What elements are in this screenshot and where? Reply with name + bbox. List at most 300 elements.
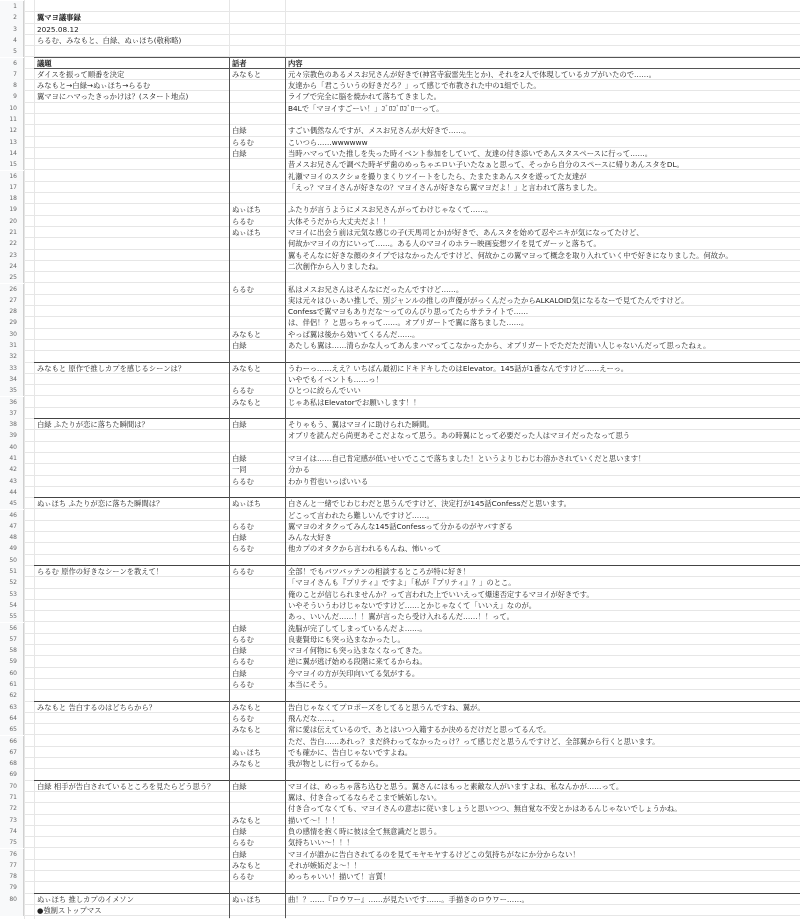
- content-cell[interactable]: 逆に翼が逃げ始める段階に来てるからね。: [288, 657, 427, 667]
- row-number[interactable]: 79: [0, 882, 24, 893]
- row-number[interactable]: 64: [0, 713, 24, 724]
- topic-cell[interactable]: [34, 171, 37, 182]
- table-row[interactable]: [0, 193, 800, 204]
- topic-cell[interactable]: [34, 159, 37, 170]
- row-number[interactable]: 17: [0, 182, 24, 193]
- content-cell[interactable]: どこって言われたら難しいんですけど……。: [288, 510, 434, 520]
- row-number[interactable]: 41: [0, 453, 24, 464]
- content-cell[interactable]: 気持ちいい〜！！！: [288, 838, 354, 848]
- content-cell[interactable]: じゃあ私はElevatorでお願いします！！: [288, 397, 421, 407]
- speaker-cell[interactable]: らるむ: [232, 872, 254, 882]
- speaker-cell[interactable]: らるむ: [232, 838, 254, 848]
- content-cell[interactable]: それが嫉妬だよ〜！！: [288, 860, 361, 870]
- content-cell[interactable]: 本当にそう。: [288, 680, 332, 689]
- topic-cell[interactable]: らるむ 原作の好きなシーンを教えて！: [37, 567, 164, 576]
- topic-cell[interactable]: [34, 634, 37, 645]
- row-number[interactable]: 31: [0, 340, 24, 351]
- topic-cell[interactable]: 翼マヨ議事録: [37, 13, 81, 23]
- content-cell[interactable]: ライブで完全に脳を焼かれて落ちてきました。: [288, 92, 441, 102]
- speaker-cell[interactable]: 白緑: [232, 420, 247, 430]
- row-number[interactable]: 69: [0, 769, 24, 780]
- row-number[interactable]: 53: [0, 589, 24, 600]
- speaker-cell[interactable]: 白緑: [232, 623, 247, 633]
- topic-cell[interactable]: 翼マヨにハマったきっかけは？(スタート地点): [37, 92, 189, 102]
- speaker-cell[interactable]: みなもと: [232, 363, 262, 373]
- content-cell[interactable]: 洗脳が完了してしまっているんだよ……。: [288, 623, 427, 633]
- table-row[interactable]: [0, 736, 800, 747]
- row-number[interactable]: 45: [0, 498, 24, 509]
- table-row[interactable]: [0, 306, 800, 317]
- topic-cell[interactable]: [34, 600, 37, 611]
- content-cell[interactable]: 付き合ってなくても、マヨイさんの意志に従いましょうと思いつつ、無自覚な不安とかはあるんじゃないでしょうかね。: [288, 804, 682, 814]
- content-cell[interactable]: [285, 12, 288, 23]
- content-cell[interactable]: 常に愛は伝えているので、あとはいつ入籍するか決めるだけだと思ってるんで。: [288, 725, 551, 735]
- row-number[interactable]: 12: [0, 125, 24, 136]
- content-cell[interactable]: あたしも翼は……清らかな人ってあんまハマってこなかったから、オブリガートでただただ清い人じゃないんだって思ったねぇ。: [288, 341, 711, 350]
- speaker-cell[interactable]: みなもと: [232, 329, 262, 339]
- topic-cell[interactable]: [34, 238, 37, 249]
- topic-cell[interactable]: [34, 815, 37, 826]
- speaker-cell[interactable]: らるむ: [232, 634, 254, 644]
- topic-cell[interactable]: [34, 668, 37, 679]
- topic-cell[interactable]: [34, 792, 37, 803]
- table-row[interactable]: [0, 498, 800, 509]
- table-row[interactable]: [0, 374, 800, 385]
- table-row[interactable]: [0, 329, 800, 340]
- content-cell[interactable]: ただ、告白……あれっ？まだ終わってなかったっけ？って感じだと思うんですけど、全部翼から行くと思います。: [288, 736, 660, 746]
- topic-cell[interactable]: 白緑 ふたりが恋に落ちた瞬間は？: [37, 420, 149, 430]
- topic-cell[interactable]: [34, 476, 37, 487]
- speaker-cell[interactable]: みなもと: [232, 860, 262, 870]
- table-row[interactable]: [0, 261, 800, 272]
- content-cell[interactable]: [285, 35, 288, 46]
- table-row[interactable]: [0, 476, 800, 487]
- topic-cell[interactable]: [34, 837, 37, 848]
- speaker-cell[interactable]: らるむ: [232, 680, 254, 689]
- speaker-cell[interactable]: ぬぃほち: [232, 205, 262, 215]
- row-number[interactable]: 52: [0, 577, 24, 588]
- row-number[interactable]: 27: [0, 295, 24, 306]
- topic-cell[interactable]: [34, 724, 37, 735]
- topic-cell[interactable]: [34, 114, 37, 125]
- row-number[interactable]: 77: [0, 860, 24, 871]
- topic-cell[interactable]: らるむ、みなもと、白緑、ぬぃほち(敬称略): [37, 35, 182, 45]
- row-number[interactable]: 67: [0, 747, 24, 758]
- topic-cell[interactable]: [34, 295, 37, 306]
- row-number[interactable]: 48: [0, 532, 24, 543]
- row-number[interactable]: 42: [0, 464, 24, 475]
- speaker-cell[interactable]: 白緑: [232, 781, 247, 791]
- row-number[interactable]: 71: [0, 792, 24, 803]
- topic-cell[interactable]: [34, 736, 37, 747]
- table-row[interactable]: [0, 114, 800, 125]
- topic-cell[interactable]: [34, 679, 37, 690]
- topic-cell[interactable]: [34, 250, 37, 261]
- content-cell[interactable]: ふたりが言うようにメスお兄さんがってわけじゃなくて……。: [288, 205, 493, 215]
- topic-cell[interactable]: [34, 543, 37, 554]
- topic-cell[interactable]: [34, 103, 37, 114]
- topic-cell[interactable]: [34, 453, 37, 464]
- row-number[interactable]: 55: [0, 611, 24, 622]
- row-number[interactable]: 2: [0, 12, 24, 23]
- table-row[interactable]: [0, 713, 800, 724]
- topic-cell[interactable]: [34, 430, 37, 441]
- speaker-cell[interactable]: らるむ: [232, 521, 254, 531]
- table-row[interactable]: [0, 272, 800, 283]
- row-number[interactable]: 76: [0, 849, 24, 860]
- table-row[interactable]: [0, 611, 800, 622]
- row-number[interactable]: 28: [0, 306, 24, 317]
- topic-cell[interactable]: [34, 284, 37, 295]
- content-cell[interactable]: 翼もそんなに好きな顔のタイプではなかったんですけど、何故かこの翼マヨって概念を取り入れていく中で好きになりました。何故か。: [288, 250, 733, 260]
- table-row[interactable]: [0, 623, 800, 634]
- content-cell[interactable]: 内容: [288, 58, 303, 68]
- table-row[interactable]: [0, 634, 800, 645]
- content-cell[interactable]: いやでもイベントも……っ！: [288, 374, 383, 384]
- topic-cell[interactable]: [34, 826, 37, 837]
- speaker-cell[interactable]: ぬぃほち: [232, 747, 262, 757]
- content-cell[interactable]: 何故かマヨイの方にいって……。ある人のマヨイのホラー映画妄想ツイを見てガーッと落ちて。: [288, 239, 601, 249]
- row-number[interactable]: 54: [0, 600, 24, 611]
- speaker-cell[interactable]: 白緑: [232, 126, 247, 136]
- row-number[interactable]: 11: [0, 114, 24, 125]
- row-number[interactable]: 8: [0, 80, 24, 91]
- topic-cell[interactable]: みなもと 告白するのはどちらから？: [37, 702, 157, 712]
- topic-cell[interactable]: みなもと→白緑→ぬぃほち→らるむ: [37, 81, 151, 91]
- topic-cell[interactable]: [34, 464, 37, 475]
- table-row[interactable]: [0, 295, 800, 306]
- table-row[interactable]: [0, 103, 800, 114]
- table-row[interactable]: [0, 894, 800, 905]
- row-number[interactable]: 23: [0, 250, 24, 261]
- row-number[interactable]: 20: [0, 216, 24, 227]
- row-number[interactable]: 70: [0, 781, 24, 792]
- topic-cell[interactable]: [34, 521, 37, 532]
- row-number[interactable]: 30: [0, 329, 24, 340]
- content-cell[interactable]: 当時ハマっていた推しを失った時イベント参加をしていて、友達の付き添いであんスタスペースに行って……。: [288, 148, 653, 158]
- row-number[interactable]: 62: [0, 690, 24, 701]
- table-row[interactable]: [0, 747, 800, 758]
- row-number[interactable]: 49: [0, 543, 24, 554]
- row-number[interactable]: 5: [0, 46, 24, 57]
- table-row[interactable]: [0, 645, 800, 656]
- content-cell[interactable]: [285, 24, 288, 35]
- table-row[interactable]: [0, 803, 800, 814]
- content-cell[interactable]: わかり哲也いっぱいいる: [288, 476, 369, 486]
- table-row[interactable]: [0, 521, 800, 532]
- row-number[interactable]: 4: [0, 35, 24, 46]
- topic-cell[interactable]: [34, 272, 37, 283]
- speaker-cell[interactable]: らるむ: [232, 657, 254, 667]
- topic-cell[interactable]: [34, 385, 37, 396]
- table-row[interactable]: [0, 442, 800, 453]
- topic-cell[interactable]: [34, 182, 37, 193]
- speaker-cell[interactable]: [229, 12, 232, 23]
- content-cell[interactable]: 飛んだな……。: [288, 713, 340, 723]
- row-number[interactable]: 50: [0, 555, 24, 566]
- content-cell[interactable]: マヨイに出会う前は元気な感じの子(天馬司とか)が好きで、あんスタを始めて忍やニキが気になってたけど、: [288, 228, 644, 237]
- speaker-cell[interactable]: らるむ: [232, 284, 254, 294]
- topic-cell[interactable]: [34, 374, 37, 385]
- content-cell[interactable]: みんな大好き: [288, 533, 332, 543]
- topic-cell[interactable]: [34, 193, 37, 204]
- table-row[interactable]: [0, 871, 800, 882]
- table-row[interactable]: [0, 385, 800, 396]
- row-number[interactable]: 16: [0, 171, 24, 182]
- speaker-cell[interactable]: 白緑: [232, 533, 247, 543]
- row-number[interactable]: 56: [0, 623, 24, 634]
- topic-cell[interactable]: [34, 340, 37, 351]
- speaker-cell[interactable]: みなもと: [232, 69, 262, 79]
- table-row[interactable]: [0, 317, 800, 328]
- table-row[interactable]: [0, 91, 800, 102]
- row-number[interactable]: 74: [0, 826, 24, 837]
- topic-cell[interactable]: [34, 747, 37, 758]
- topic-cell[interactable]: [34, 1, 37, 12]
- content-cell[interactable]: 良妻賢母にも突っ込まなかったし。: [288, 634, 405, 644]
- row-number[interactable]: 9: [0, 91, 24, 102]
- speaker-cell[interactable]: らるむ: [232, 476, 254, 486]
- row-number[interactable]: 75: [0, 837, 24, 848]
- speaker-cell[interactable]: 白緑: [232, 341, 247, 350]
- table-row[interactable]: [0, 182, 800, 193]
- row-number[interactable]: 59: [0, 656, 24, 667]
- table-row[interactable]: [0, 781, 800, 792]
- table-row[interactable]: [0, 284, 800, 295]
- row-number[interactable]: 46: [0, 510, 24, 521]
- row-number[interactable]: 38: [0, 419, 24, 430]
- table-row[interactable]: [0, 905, 800, 916]
- table-row[interactable]: [0, 35, 800, 46]
- topic-cell[interactable]: [34, 148, 37, 159]
- topic-cell[interactable]: [34, 849, 37, 860]
- content-cell[interactable]: あっ、いいんだ……！！翼が言ったら受け入れるんだ……！！って。: [288, 612, 514, 622]
- speaker-cell[interactable]: みなもと: [232, 397, 262, 407]
- speaker-cell[interactable]: らるむ: [232, 137, 254, 147]
- speaker-cell[interactable]: みなもと: [232, 759, 262, 769]
- table-row[interactable]: [0, 238, 800, 249]
- row-number[interactable]: 1: [0, 1, 24, 12]
- topic-cell[interactable]: [34, 442, 37, 453]
- content-cell[interactable]: 友達から「君こういうの好きだろ？」って感じで布教された中の1組でした。: [288, 81, 541, 91]
- content-cell[interactable]: やっぱ翼は後から効いてくるんだ……。: [288, 329, 420, 339]
- content-cell[interactable]: 私はメスお兄さんはそんなにだったんですけど……。: [288, 284, 464, 294]
- row-number[interactable]: 65: [0, 724, 24, 735]
- topic-cell[interactable]: 2025.08.12: [37, 24, 79, 34]
- table-row[interactable]: [0, 159, 800, 170]
- speaker-cell[interactable]: ぬぃほち: [232, 499, 262, 509]
- row-number[interactable]: 68: [0, 758, 24, 769]
- speaker-cell[interactable]: らるむ: [232, 386, 254, 396]
- speaker-cell[interactable]: ぬぃほち: [232, 228, 262, 237]
- speaker-cell[interactable]: 白緑: [232, 454, 247, 463]
- row-number[interactable]: 10: [0, 103, 24, 114]
- topic-cell[interactable]: ぬぃほち 推しカプのイメソン: [37, 894, 134, 904]
- table-row[interactable]: [0, 148, 800, 159]
- row-number[interactable]: 37: [0, 408, 24, 419]
- topic-cell[interactable]: ダイスを振って順番を決定: [37, 69, 125, 79]
- content-cell[interactable]: 曲！？……『ロウワー』……が見たいです……。手描きのロウワー……。: [288, 894, 529, 904]
- row-number[interactable]: 14: [0, 148, 24, 159]
- topic-cell[interactable]: [34, 623, 37, 634]
- content-cell[interactable]: こいつら……wwwwww: [288, 137, 368, 147]
- row-number[interactable]: 63: [0, 702, 24, 713]
- table-row[interactable]: [0, 227, 800, 238]
- content-cell[interactable]: 二次創作から入りましたね。: [288, 261, 383, 271]
- table-row[interactable]: [0, 1, 800, 12]
- speaker-cell[interactable]: 白緑: [232, 646, 247, 656]
- topic-cell[interactable]: [34, 510, 37, 521]
- topic-cell[interactable]: 白緑 相手が告白されているところを見たらどう思う？: [37, 781, 215, 791]
- content-cell[interactable]: 翼は、付き合ってるならそこまで嫉妬しない。: [288, 793, 442, 802]
- row-number[interactable]: [0, 905, 24, 916]
- topic-cell[interactable]: [34, 860, 37, 871]
- row-number[interactable]: 26: [0, 284, 24, 295]
- content-cell[interactable]: マヨイは、めっちゃ落ち込むと思う。翼さんにはもっと素敵な人がいますよね、私なんかが……って。: [288, 781, 624, 791]
- table-row[interactable]: [0, 860, 800, 871]
- content-cell[interactable]: 元々宗教色のあるメスお兄さんが好きで(神宮寺寂雷先生とか)、それを2人で体現しているカプがいたので……。: [288, 69, 656, 79]
- table-row[interactable]: [0, 363, 800, 374]
- table-row[interactable]: [0, 758, 800, 769]
- row-number[interactable]: 21: [0, 227, 24, 238]
- content-cell[interactable]: [285, 1, 288, 12]
- topic-cell[interactable]: [34, 803, 37, 814]
- row-number[interactable]: 51: [0, 566, 24, 577]
- topic-cell[interactable]: [34, 329, 37, 340]
- table-row[interactable]: [0, 250, 800, 261]
- topic-cell[interactable]: ぬぃほち ふたりが恋に落ちた瞬間は？: [37, 499, 164, 509]
- row-number[interactable]: 66: [0, 736, 24, 747]
- row-number[interactable]: 40: [0, 442, 24, 453]
- content-cell[interactable]: すごい偶然なんですが、メスお兄さんが大好きで……。: [288, 126, 471, 136]
- table-row[interactable]: [0, 849, 800, 860]
- row-number[interactable]: 25: [0, 272, 24, 283]
- row-number[interactable]: 36: [0, 397, 24, 408]
- content-cell[interactable]: でも確かに、告白じゃないですよね。: [288, 747, 413, 757]
- row-number[interactable]: 47: [0, 521, 24, 532]
- topic-cell[interactable]: 議題: [37, 58, 52, 68]
- row-number[interactable]: 35: [0, 385, 24, 396]
- table-row[interactable]: [0, 12, 800, 23]
- row-number[interactable]: 19: [0, 204, 24, 215]
- content-cell[interactable]: 告白じゃなくてプロポーズをしてると思うんですね、翼が。: [288, 702, 485, 712]
- content-cell[interactable]: マヨイ何物にも突っ込まなくなってきた。: [288, 646, 427, 656]
- content-cell[interactable]: 礼瀬マヨイのスクショを撮りまくりツイートをしたら、たまたまあんスタを遊ってた友達が: [288, 171, 587, 181]
- topic-cell[interactable]: [34, 532, 37, 543]
- table-row[interactable]: [0, 204, 800, 215]
- topic-cell[interactable]: [34, 261, 37, 272]
- content-cell[interactable]: マヨイが誰かに告白されてるのを見てモヤモヤするけどこの気持ちがなにか分からない！: [288, 849, 580, 859]
- speaker-cell[interactable]: [229, 35, 232, 46]
- row-number[interactable]: 39: [0, 430, 24, 441]
- row-number[interactable]: 33: [0, 363, 24, 374]
- topic-cell[interactable]: [34, 306, 37, 317]
- topic-cell[interactable]: [34, 589, 37, 600]
- topic-cell[interactable]: [34, 317, 37, 328]
- content-cell[interactable]: 全部！でもバツバッテンの相談するところが特に好き！: [288, 567, 470, 576]
- content-cell[interactable]: 「マヨイさんも『プリティ』ですよ」「私が『プリティ』？」のとこ。: [288, 578, 516, 588]
- table-row[interactable]: [0, 679, 800, 690]
- content-cell[interactable]: Confessで翼マヨもありだな〜ってのんびり思ってたらサテライトで……: [288, 307, 529, 317]
- topic-cell[interactable]: [34, 758, 37, 769]
- table-row[interactable]: [0, 453, 800, 464]
- row-number[interactable]: 34: [0, 374, 24, 385]
- table-row[interactable]: [0, 656, 800, 667]
- content-cell[interactable]: 負の感情を抱く時に彼は全て無意識だと思う。: [288, 826, 442, 836]
- topic-cell[interactable]: [34, 611, 37, 622]
- row-number[interactable]: 58: [0, 645, 24, 656]
- speaker-cell[interactable]: 白緑: [232, 668, 247, 678]
- topic-cell[interactable]: [34, 577, 37, 588]
- speaker-cell[interactable]: 白緑: [232, 148, 247, 158]
- speaker-cell[interactable]: [229, 24, 232, 35]
- speaker-cell[interactable]: らるむ: [232, 713, 254, 723]
- topic-cell[interactable]: [34, 125, 37, 136]
- table-row[interactable]: [0, 464, 800, 475]
- topic-cell[interactable]: [34, 204, 37, 215]
- content-cell[interactable]: 白さんと一緒でじわじわだと思うんですけど、決定打が145話Confessだと思います。: [288, 499, 571, 509]
- speaker-cell[interactable]: ぬぃほち: [232, 894, 262, 904]
- table-row[interactable]: [0, 566, 800, 577]
- speaker-cell[interactable]: らるむ: [232, 216, 254, 226]
- content-cell[interactable]: 他カプのオタクから言われるもんね、怖いって: [288, 544, 442, 554]
- table-row[interactable]: [0, 543, 800, 554]
- row-number[interactable]: 18: [0, 193, 24, 204]
- topic-cell[interactable]: [34, 871, 37, 882]
- table-row[interactable]: [0, 137, 800, 148]
- table-row[interactable]: [0, 702, 800, 713]
- speaker-cell[interactable]: 話者: [232, 58, 247, 68]
- row-number[interactable]: 73: [0, 815, 24, 826]
- row-number[interactable]: 3: [0, 24, 24, 35]
- table-row[interactable]: [0, 532, 800, 543]
- row-number[interactable]: 78: [0, 871, 24, 882]
- content-cell[interactable]: そりゃもう、翼はマヨイに助けられた瞬間。: [288, 420, 434, 430]
- row-number[interactable]: 22: [0, 238, 24, 249]
- row-number[interactable]: 80: [0, 894, 24, 905]
- content-cell[interactable]: は、伴侶！？と思っちゃって……。オブリガートで翼に落ちました……。: [288, 318, 529, 328]
- topic-cell[interactable]: [34, 227, 37, 238]
- topic-cell[interactable]: [34, 713, 37, 724]
- content-cell[interactable]: 「えっ？マヨイさんが好きなの？マヨイさんが好きなら翼マヨだよ！」と言われて落ちました。: [288, 182, 602, 192]
- table-row[interactable]: [0, 668, 800, 679]
- row-number[interactable]: 44: [0, 487, 24, 498]
- table-row[interactable]: [0, 397, 800, 408]
- row-number[interactable]: 7: [0, 69, 24, 80]
- row-number[interactable]: 61: [0, 679, 24, 690]
- table-row[interactable]: [0, 419, 800, 430]
- content-cell[interactable]: オブリを読んだら尚更あそこだよなって思う。あの時翼にとって必要だった人はマヨイだったなって思う: [288, 431, 631, 441]
- speaker-cell[interactable]: らるむ: [232, 567, 254, 576]
- table-row[interactable]: [0, 216, 800, 227]
- content-cell[interactable]: いやそういうわけじゃないですけど……とかじゃなくて「いいえ」なのが。: [288, 600, 537, 610]
- row-number[interactable]: 24: [0, 261, 24, 272]
- row-number[interactable]: 29: [0, 317, 24, 328]
- content-cell[interactable]: うわーっ……ええ？いちばん最初にドキドキしたのはElevator。145話が1番なんですけど……えーっ。: [288, 363, 629, 373]
- table-row[interactable]: [0, 510, 800, 521]
- table-row[interactable]: [0, 724, 800, 735]
- content-cell[interactable]: 描いて〜！！！: [288, 815, 340, 825]
- speaker-cell[interactable]: 一同: [232, 465, 247, 475]
- content-cell[interactable]: 我が物としに行ってるから。: [288, 759, 383, 769]
- topic-cell[interactable]: [34, 397, 37, 408]
- speaker-cell[interactable]: みなもと: [232, 702, 262, 712]
- table-row[interactable]: [0, 792, 800, 803]
- speaker-cell[interactable]: らるむ: [232, 544, 254, 554]
- content-cell[interactable]: 翼マヨのオタクってみんな145話Confessって分かるのがヤバすぎる: [288, 521, 513, 531]
- table-row[interactable]: [0, 837, 800, 848]
- table-row[interactable]: [0, 69, 800, 80]
